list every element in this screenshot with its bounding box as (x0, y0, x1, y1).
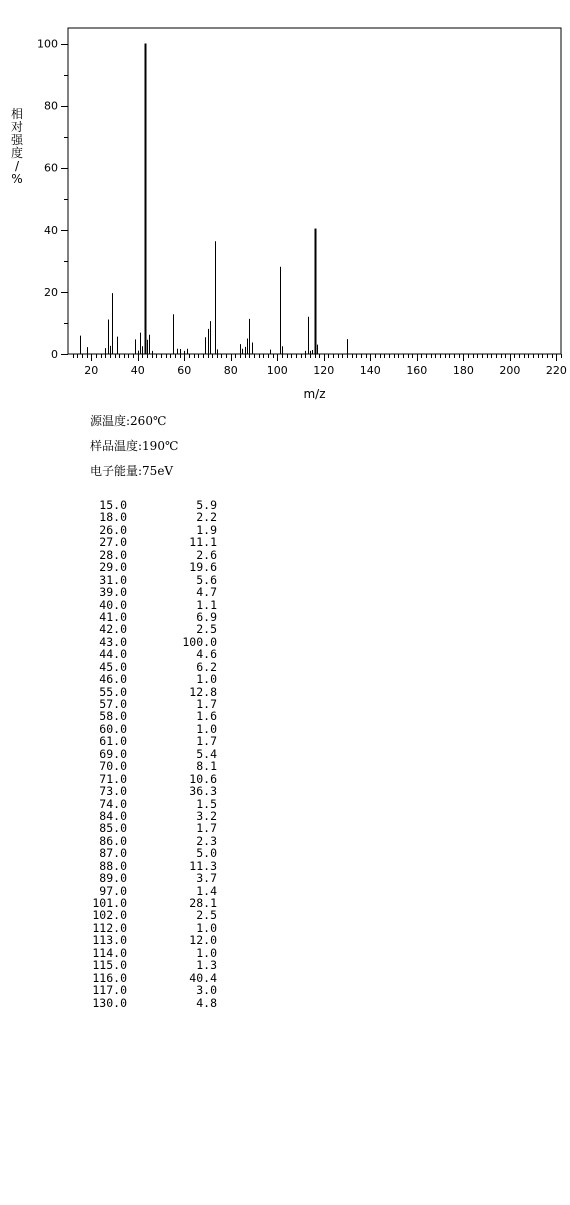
x-axis-title: m/z (303, 387, 326, 401)
mz-cell: 45.0 (99, 659, 127, 674)
y-tick-label: 100 (37, 37, 58, 51)
intensity-cell: 28.1 (189, 896, 217, 910)
y-tick-label: 0 (51, 348, 58, 361)
peak-table (64, 499, 217, 1009)
table-row (64, 785, 217, 797)
intensity-cell: 12.0 (189, 933, 217, 948)
mz-cell: 69.0 (99, 746, 127, 761)
table-row (64, 698, 217, 710)
intensity-cell: 4.8 (196, 995, 217, 1010)
mz-cell: 102.0 (92, 908, 127, 923)
y-axis-label (10, 108, 24, 186)
table-row (64, 673, 217, 685)
table-row (64, 723, 217, 735)
x-tick-label: 100 (266, 364, 288, 377)
intensity-cell: 5.9 (196, 498, 217, 512)
mz-cell: 87.0 (99, 846, 127, 861)
intensity-cell: 1.0 (196, 672, 217, 687)
table-row (64, 536, 217, 548)
y-axis-label-char: % (11, 172, 23, 186)
source-temperature: 源温度:260℃ (90, 414, 167, 428)
mz-cell: 57.0 (99, 697, 127, 711)
mz-cell: 46.0 (99, 672, 127, 687)
x-tick-label: 120 (313, 364, 335, 377)
y-axis-label-char: / (14, 159, 20, 173)
table-row (64, 661, 217, 673)
intensity-cell: 5.6 (196, 572, 217, 587)
mz-cell: 61.0 (99, 734, 127, 749)
mz-cell: 27.0 (99, 535, 127, 550)
intensity-cell: 2.2 (196, 510, 217, 525)
intensity-cell: 1.9 (196, 522, 217, 537)
table-row (64, 847, 217, 859)
intensity-cell: 1.7 (196, 734, 217, 749)
intensity-cell: 6.2 (196, 659, 217, 674)
x-tick-label: 160 (406, 364, 428, 377)
intensity-cell: 4.6 (196, 647, 217, 662)
intensity-cell: 2.3 (196, 833, 217, 848)
intensity-cell: 1.1 (196, 597, 217, 612)
table-row (64, 511, 217, 523)
mz-cell: 114.0 (92, 945, 127, 960)
table-row (64, 710, 217, 722)
table-row (64, 586, 217, 598)
intensity-cell: 4.7 (196, 585, 217, 600)
intensity-cell: 8.1 (196, 759, 217, 774)
x-tick-label: 220 (545, 364, 567, 377)
table-row (64, 735, 217, 747)
intensity-cell: 19.6 (189, 560, 217, 575)
intensity-cell: 2.6 (196, 547, 217, 562)
y-axis-label-char: 相 (10, 107, 23, 121)
mz-cell: 116.0 (92, 970, 127, 985)
intensity-cell: 3.2 (196, 808, 217, 823)
intensity-cell: 1.0 (196, 945, 217, 960)
mz-cell: 58.0 (99, 709, 127, 724)
intensity-cell: 1.3 (196, 958, 217, 973)
x-tick-label: 140 (359, 364, 381, 377)
mz-cell: 40.0 (99, 597, 127, 612)
mz-cell: 113.0 (92, 933, 127, 948)
mz-cell: 28.0 (99, 547, 127, 562)
y-axis-label-char: 对 (10, 120, 23, 134)
table-row (64, 984, 217, 996)
y-tick-label: 80 (44, 99, 58, 113)
x-tick-label: 20 (84, 364, 99, 377)
intensity-cell: 1.7 (196, 821, 217, 836)
table-row (64, 611, 217, 623)
table-row (64, 561, 217, 573)
x-tick-label: 80 (223, 364, 238, 377)
y-tick-label: 60 (44, 161, 58, 175)
table-row (64, 574, 217, 586)
mz-cell: 26.0 (99, 522, 127, 537)
mz-cell: 43.0 (99, 634, 127, 649)
intensity-cell: 1.0 (196, 920, 217, 935)
mz-cell: 60.0 (99, 721, 127, 736)
mz-cell: 112.0 (92, 920, 127, 935)
intensity-cell: 5.0 (196, 846, 217, 861)
mz-cell: 86.0 (99, 833, 127, 848)
x-tick-label: 60 (177, 364, 192, 377)
table-row (64, 997, 217, 1009)
mz-cell: 97.0 (99, 883, 127, 898)
intensity-cell: 10.6 (189, 771, 217, 786)
table-row (64, 860, 217, 872)
intensity-cell: 40.4 (189, 970, 217, 985)
sample-temperature: 样品温度:190℃ (90, 439, 179, 453)
y-tick-label: 20 (44, 285, 58, 299)
mz-cell: 18.0 (99, 510, 127, 525)
intensity-cell: 12.8 (189, 684, 217, 699)
y-axis-label-char: 强 (10, 133, 23, 147)
table-row (64, 897, 217, 909)
y-tick-label: 40 (44, 223, 58, 237)
table-row (64, 636, 217, 648)
intensity-cell: 1.5 (196, 796, 217, 811)
mass-spectrum-chart (0, 0, 570, 410)
intensity-cell: 5.4 (196, 746, 217, 761)
intensity-cell: 1.4 (196, 883, 217, 898)
mz-cell: 41.0 (99, 609, 127, 624)
intensity-cell: 1.7 (196, 697, 217, 711)
mz-cell: 73.0 (99, 784, 127, 799)
mz-cell: 89.0 (99, 871, 127, 886)
intensity-cell: 3.7 (196, 871, 217, 886)
table-row (64, 959, 217, 971)
intensity-cell: 6.9 (196, 609, 217, 624)
mz-cell: 44.0 (99, 647, 127, 662)
mz-cell: 39.0 (99, 585, 127, 600)
mz-cell: 130.0 (92, 995, 127, 1010)
table-row (64, 760, 217, 772)
table-row (64, 822, 217, 834)
mz-cell: 88.0 (99, 858, 127, 873)
x-tick-label: 40 (130, 364, 145, 377)
mz-cell: 74.0 (99, 796, 127, 811)
intensity-cell: 3.0 (196, 983, 217, 998)
intensity-cell: 2.5 (196, 908, 217, 923)
intensity-cell: 2.5 (196, 622, 217, 637)
table-row (64, 972, 217, 984)
mz-cell: 115.0 (92, 958, 127, 973)
table-row (64, 934, 217, 946)
table-row (64, 623, 217, 635)
mz-cell: 101.0 (92, 896, 127, 910)
x-tick-label: 180 (452, 364, 474, 377)
mz-cell: 55.0 (99, 684, 127, 699)
mz-cell: 31.0 (99, 572, 127, 587)
table-row (64, 648, 217, 660)
electron-energy: 电子能量:75eV (90, 464, 174, 478)
intensity-cell: 36.3 (189, 784, 217, 799)
table-row (64, 499, 217, 511)
spectrum-svg (0, 0, 570, 410)
intensity-cell: 100.0 (182, 634, 217, 649)
table-row (64, 748, 217, 760)
table-row (64, 810, 217, 822)
table-row (64, 909, 217, 921)
mz-cell: 84.0 (99, 808, 127, 823)
mz-cell: 29.0 (99, 560, 127, 575)
table-row (64, 798, 217, 810)
x-tick-label: 200 (499, 364, 521, 377)
y-axis-label-char: 度 (10, 146, 23, 160)
table-row (64, 947, 217, 959)
mz-cell: 42.0 (99, 622, 127, 637)
intensity-cell: 11.3 (189, 858, 217, 873)
mz-cell: 85.0 (99, 821, 127, 836)
table-row (64, 835, 217, 847)
table-row (64, 872, 217, 884)
intensity-cell: 11.1 (189, 535, 217, 550)
intensity-cell: 1.6 (196, 709, 217, 724)
table-row (64, 599, 217, 611)
mz-cell: 15.0 (99, 498, 127, 512)
mz-cell: 70.0 (99, 759, 127, 774)
intensity-cell: 1.0 (196, 721, 217, 736)
table-row (64, 686, 217, 698)
mz-cell: 117.0 (92, 983, 127, 998)
mz-cell: 71.0 (99, 771, 127, 786)
